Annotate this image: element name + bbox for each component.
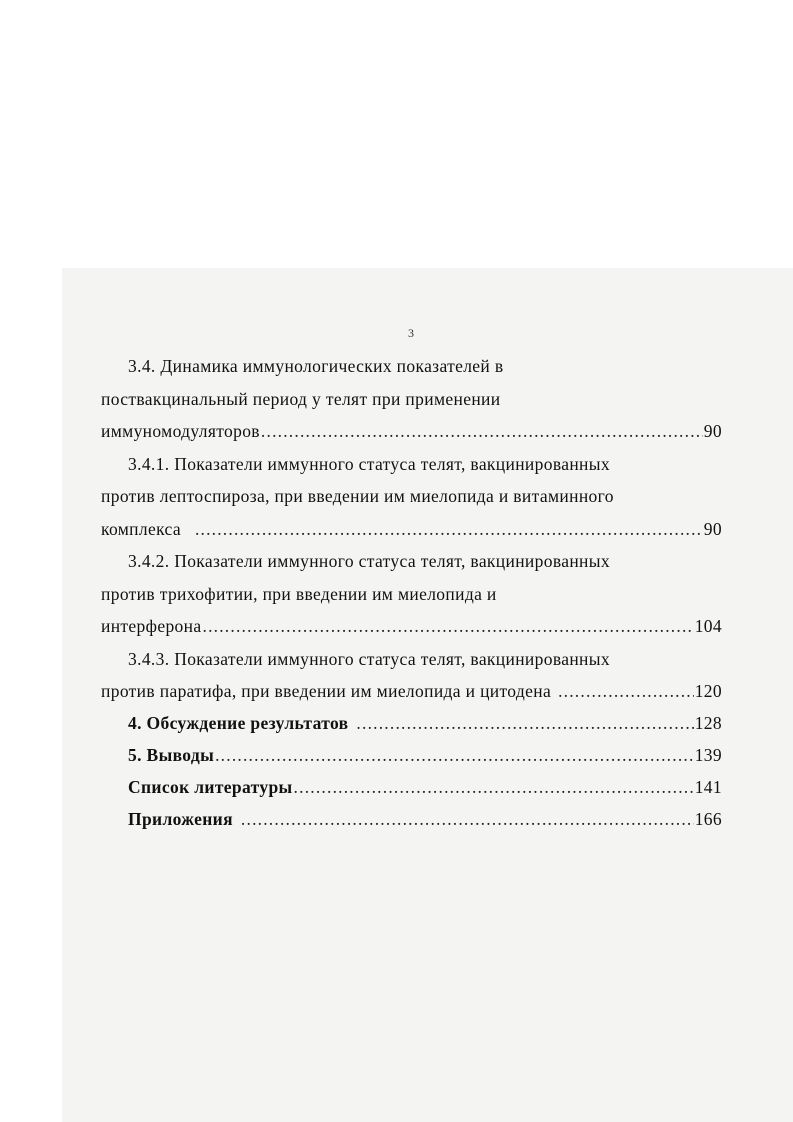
toc-entry-title: иммуномодуляторов: [101, 421, 260, 441]
toc-entry-3-4-2-line-2: против трихофитии, при введении им миелопида и: [101, 584, 497, 604]
toc-entry-title: Список литературы: [128, 777, 293, 797]
toc-page-number: 166: [694, 809, 722, 829]
toc-page-number: 90: [703, 421, 722, 441]
toc-page-number: 120: [694, 681, 722, 701]
toc-page-number: 139: [694, 745, 722, 765]
toc-entry-4[interactable]: [128, 711, 722, 735]
toc-entry-title: Приложения: [128, 809, 233, 829]
toc-entry-3-4-line-3[interactable]: [101, 419, 722, 443]
toc-entry-title: 5. Выводы: [128, 745, 215, 765]
leader-dots: [294, 775, 694, 799]
toc-page-number: 104: [694, 616, 722, 636]
toc-entry-title: против паратифа, при введении им миелопида и цитодена: [101, 681, 552, 701]
toc-page-number: 90: [703, 519, 722, 539]
toc-entry-3-4-2-line-1: 3.4.2. Показатели иммунного статуса телят, вакцинированных: [128, 551, 610, 571]
leader-dots: [558, 679, 694, 703]
toc-entry-3-4-1-line-1: 3.4.1. Показатели иммунного статуса телят, вакцинированных: [128, 454, 610, 474]
leader-dots: [356, 711, 693, 735]
toc-entry-bibliography[interactable]: [128, 775, 722, 799]
toc-entry-title: интерферона: [101, 616, 202, 636]
toc-entry-3-4-1-line-3[interactable]: [101, 517, 722, 541]
toc-entry-3-4-1-line-2: против лептоспироза, при введении им миелопида и витаминного: [101, 486, 614, 506]
toc-page-number: 128: [694, 713, 722, 733]
toc-entry-5[interactable]: [128, 743, 722, 767]
toc-entry-title: 4. Обсуждение результатов: [128, 713, 349, 733]
toc-entry-3-4-3-line-2[interactable]: [101, 679, 722, 703]
toc-entry-appendices[interactable]: [128, 807, 722, 831]
toc-page-number: 141: [694, 777, 722, 797]
toc-entry-3-4-line-2: поствакцинальный период у телят при применении: [101, 389, 501, 409]
leader-dots: [195, 517, 703, 541]
toc-entry-3-4-2-line-3[interactable]: [101, 614, 722, 638]
toc-entry-3-4-line-1: 3.4. Динамика иммунологических показателей в: [128, 356, 504, 376]
leader-dots: [203, 614, 694, 638]
leader-dots: [261, 419, 703, 443]
page-number: 3: [408, 326, 414, 340]
leader-dots: [215, 743, 694, 767]
toc-entry-3-4-3-line-1: 3.4.3. Показатели иммунного статуса телят, вакцинированных: [128, 649, 610, 669]
toc-entry-title: комплекса: [101, 519, 181, 539]
leader-dots: [241, 807, 694, 831]
